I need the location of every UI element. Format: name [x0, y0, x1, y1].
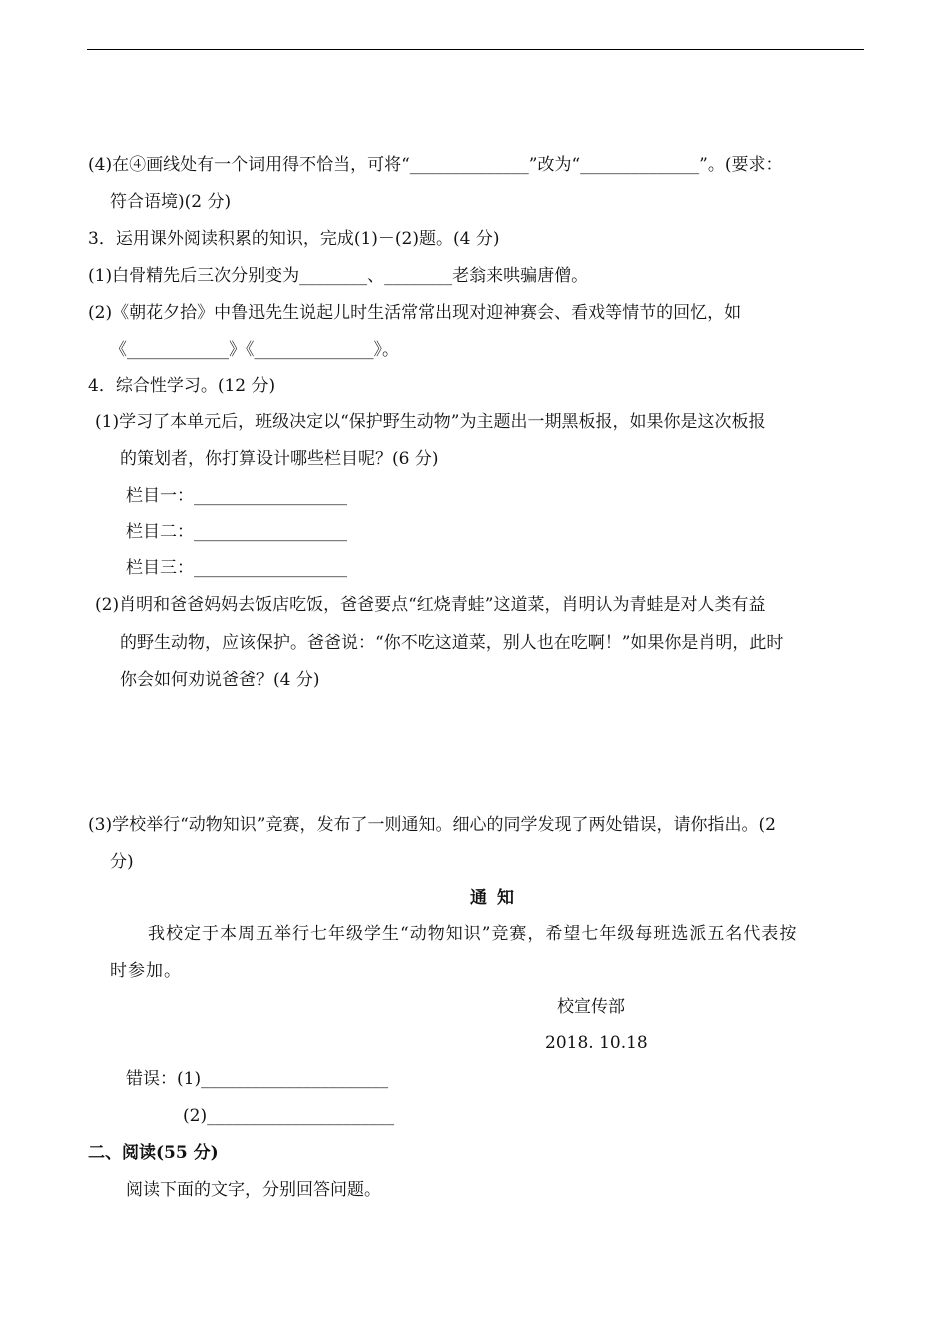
q4-sub2-line1: (2)肖明和爸爸妈妈去饭店吃饭，爸爸要点“红烧青蛙”这道菜，肖明认为青蛙是对人类有益: [95, 595, 766, 615]
section-2-intro: 阅读下面的文字，分别回答问题。: [126, 1180, 381, 1200]
q4-sub1-line1: (1)学习了本单元后，班级决定以“保护野生动物”为主题出一期黑板报，如果你是这次板报: [95, 412, 766, 432]
notice-body-line1: 我校定于本周五举行七年级学生“动物知识”竞赛，希望七年级每班选派五名代表按: [148, 924, 798, 944]
q3-sub1: (1)白骨精先后三次分别变为________、________老翁来哄骗唐僧。: [88, 266, 589, 286]
q4-sub3-line2: 分): [110, 852, 134, 872]
notice-signer: 校宣传部: [557, 997, 625, 1017]
notice-date: 2018. 10.18: [545, 1033, 648, 1053]
q3-heading: 3．运用课外阅读积累的知识，完成(1)－(2)题。(4 分): [88, 229, 500, 249]
column-3-blank: 栏目三：__________________: [126, 558, 347, 578]
column-1-blank: 栏目一：__________________: [126, 486, 347, 506]
q4-sub3-line1: (3)学校举行“动物知识”竞赛，发布了一则通知。细心的同学发现了两处错误，请你指出。(2: [88, 815, 776, 835]
column-2-blank: 栏目二：__________________: [126, 522, 347, 542]
q2-4-line2: 符合语境)(2 分): [110, 192, 232, 212]
q3-sub2-line2: 《____________》《______________》。: [110, 340, 399, 360]
q2-4-line1: (4)在④画线处有一个词用得不恰当，可将“______________”改为“______________”。(要求：: [88, 155, 783, 175]
notice-title: 通知: [470, 888, 524, 908]
q3-sub2-line1: (2)《朝花夕拾》中鲁迅先生说起儿时生活常常出现对迎神赛会、看戏等情节的回忆，如: [88, 303, 742, 323]
notice-body-line2: 时参加。: [110, 961, 182, 981]
section-2-heading: 二、阅读(55 分): [88, 1143, 219, 1163]
q4-sub2-line3: 你会如何劝说爸爸？(4 分): [120, 670, 320, 690]
q4-sub2-line2: 的野生动物，应该保护。爸爸说：“你不吃这道菜，别人也在吃啊！”如果你是肖明，此时: [120, 633, 784, 653]
header-rule: [87, 49, 864, 50]
error-1-blank: 错误：(1)______________________: [126, 1069, 389, 1089]
q4-heading: 4．综合性学习。(12 分): [88, 376, 276, 396]
error-2-blank: (2)______________________: [183, 1106, 395, 1126]
q4-sub1-line2: 的策划者，你打算设计哪些栏目呢？(6 分): [120, 449, 439, 469]
